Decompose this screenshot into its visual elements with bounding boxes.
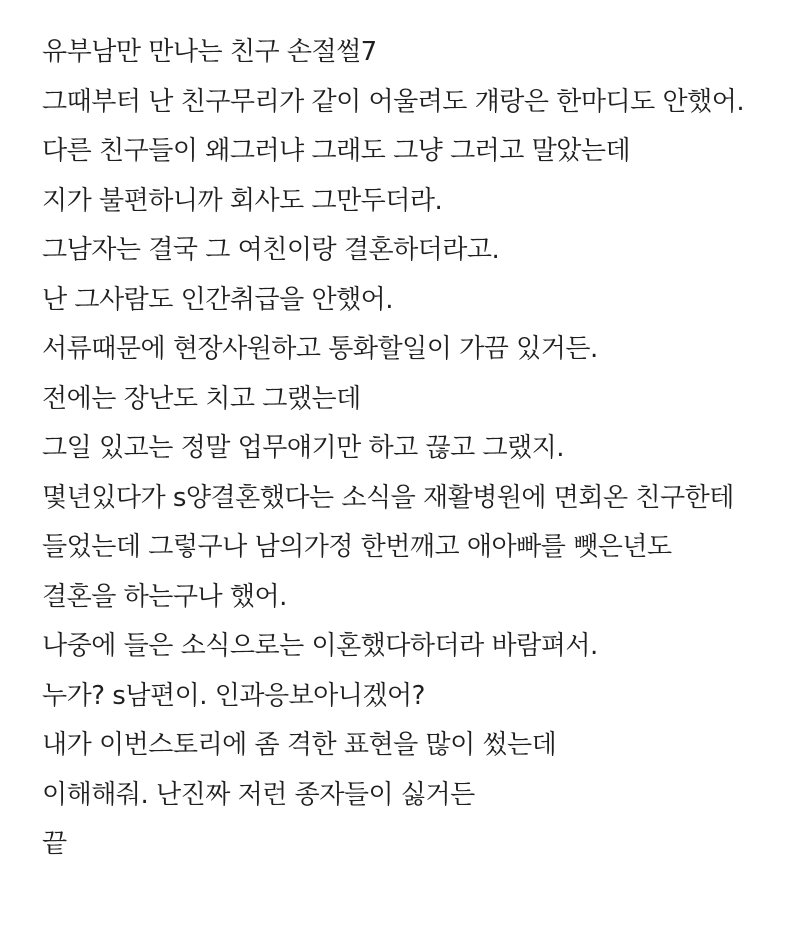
text-line: 결혼을 하는구나 했어. bbox=[42, 581, 287, 612]
text-line: 들었는데 그렇구나 남의가정 한번깨고 애아빠를 뺏은년도 bbox=[42, 532, 672, 562]
text-line: 몇년있다가 s양결혼했다는 소식을 재활병원에 면회온 친구한테 bbox=[42, 482, 734, 513]
text-line: 끝 bbox=[42, 829, 67, 859]
text-line: 전에는 장난도 치고 그랬는데 bbox=[42, 383, 361, 414]
text-line: 그남자는 결국 그 여친이랑 결혼하더라고. bbox=[42, 235, 500, 265]
text-line: 누가? s남편이. 인과응보아니겠어? bbox=[42, 680, 425, 711]
text-line: 내가 이번스토리에 좀 격한 표현을 많이 썼는데 bbox=[42, 730, 557, 760]
text-line: 서류때문에 현장사원하고 통화할일이 가끔 있거든. bbox=[42, 334, 598, 364]
text-line: 나중에 들은 소식으로는 이혼했다하더라 바람펴서. bbox=[42, 631, 598, 661]
text-line: 그일 있고는 정말 업무얘기만 하고 끊고 그랬지. bbox=[42, 433, 565, 463]
text-line: 지가 불편하니까 회사도 그만두더라. bbox=[42, 185, 443, 216]
document-body bbox=[42, 28, 782, 870]
text-line: 다른 친구들이 왜그러냐 그래도 그냥 그러고 말았는데 bbox=[42, 136, 631, 166]
text-line: 난 그사람도 인간취급을 안했어. bbox=[42, 284, 394, 315]
document-title: 유부남만 만나는 친구 손절썰7 bbox=[42, 37, 377, 67]
text-line: 이해해줘. 난진짜 저런 종자들이 싫거든 bbox=[42, 779, 475, 810]
text-line: 그때부터 난 친구무리가 같이 어울려도 걔랑은 한마디도 안했어. bbox=[42, 86, 745, 117]
